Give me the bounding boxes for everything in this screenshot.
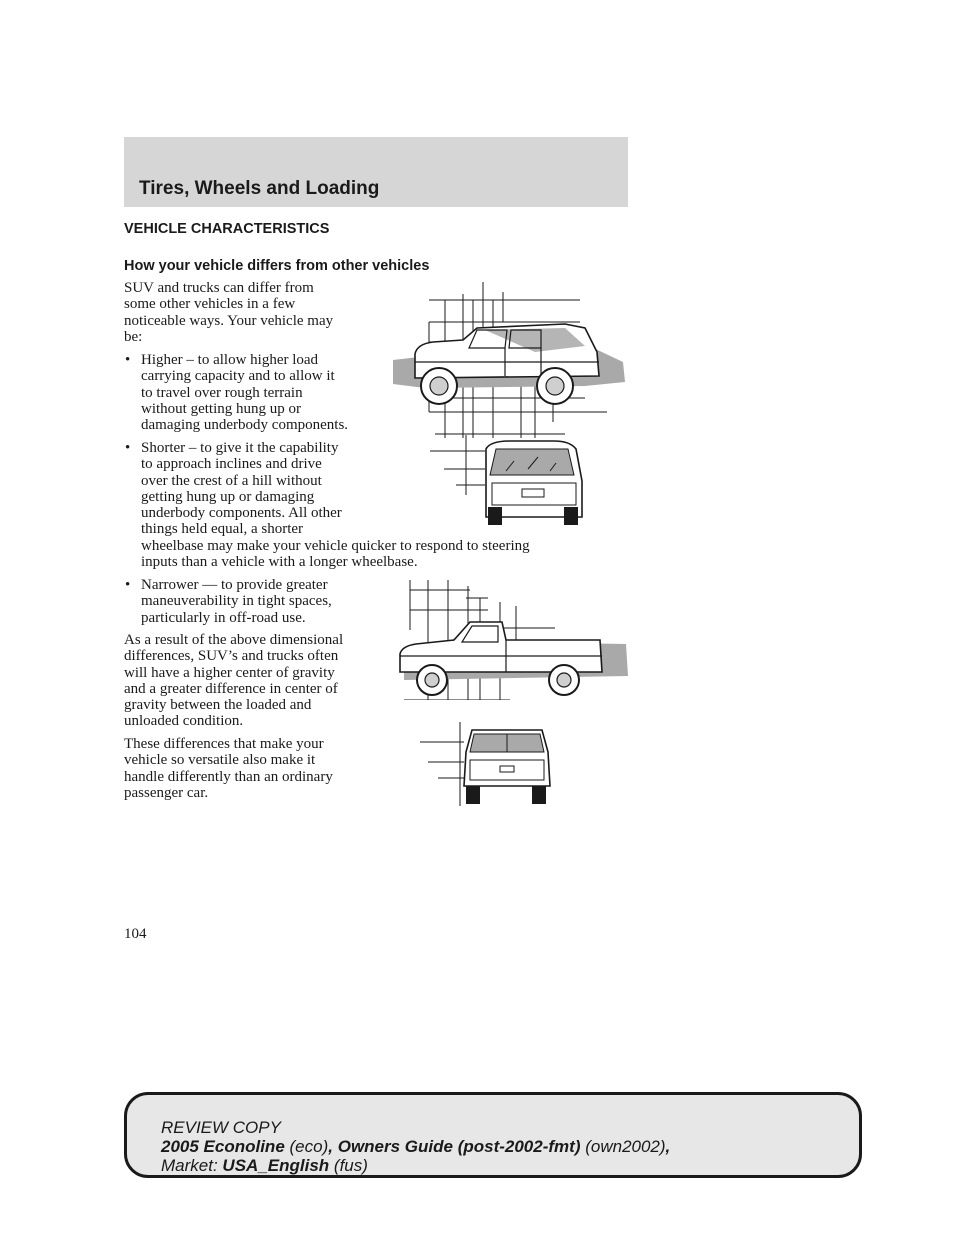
footer-market: USA_English (222, 1156, 330, 1175)
footer-market-label: Market: (161, 1156, 218, 1175)
suv-side-view-illustration (385, 282, 630, 440)
bullet-marker: • (125, 352, 131, 368)
paragraph-center-of-gravity: As a result of the above dimensional differences, SUV’s and trucks often will have a higher center of gravity and a greater difference in center of gravity between the loaded and unloaded condition. (124, 632, 344, 730)
paragraph-versatile: These differences that make your vehicle so versatile also make it handle differently than an ordinary passenger car. (124, 736, 333, 801)
page-number: 104 (124, 926, 147, 942)
review-copy-footer-text: REVIEW COPY 2005 Econoline (eco), Owners Guide (post-2002-fmt) (own2002), Market: USA_English (fus) (161, 1118, 671, 1175)
footer-market-code: (fus) (333, 1156, 368, 1175)
heading-vehicle-characteristics: VEHICLE CHARACTERISTICS (124, 221, 330, 237)
bullet-marker: • (125, 440, 131, 456)
review-copy-label: REVIEW COPY (161, 1118, 281, 1137)
suv-rear-view-illustration (430, 435, 590, 527)
pickup-rear-view-illustration (420, 722, 560, 806)
section-title: Tires, Wheels and Loading (139, 178, 380, 199)
footer-guide-code: (own2002) (585, 1137, 666, 1156)
footer-guide: Owners Guide (post-2002-fmt) (337, 1137, 581, 1156)
footer-model: 2005 Econoline (161, 1137, 285, 1156)
intro-paragraph: SUV and trucks can differ from some other vehicles in a few noticeable ways. Your vehicle may be: (124, 280, 334, 345)
bullet-marker: • (125, 577, 131, 593)
footer-model-code: (eco) (289, 1137, 329, 1156)
pickup-side-view-illustration (390, 580, 630, 700)
heading-how-vehicle-differs: How your vehicle differs from other vehicles (124, 258, 430, 274)
